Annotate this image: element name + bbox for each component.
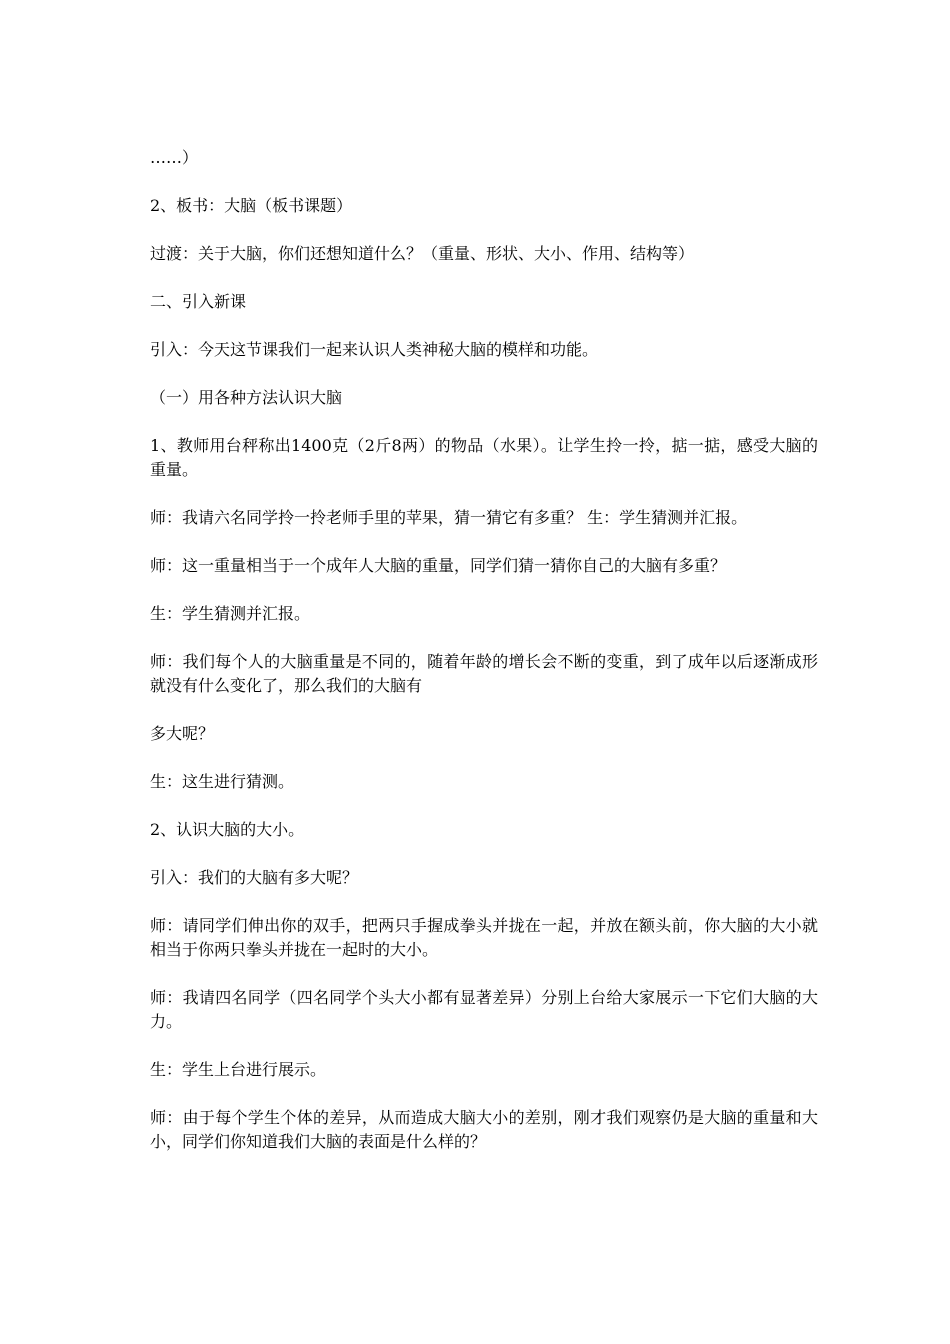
paragraph-student-report: 生：学生猜测并汇报。 [150, 604, 311, 623]
paragraph-student-demo: 生：学生上台进行展示。 [150, 1060, 327, 1079]
paragraph-size-heading: 2、认识大脑的大小。 [150, 820, 305, 839]
paragraph-teacher-guess-weight: 师：我请六名同学拎一拎老师手里的苹果，猜一猜它有多重？ 生：学生猜测并汇报。 [150, 508, 748, 527]
paragraph-blackboard-title: 2、板书：大脑（板书课题） [150, 196, 353, 215]
document-body [150, 146, 818, 1178]
paragraph-surface-question: 师：由于每个学生个体的差异，从而造成大脑大小的差别，刚才我们观察仍是大脑的重量和大小，同学们你知道我们大脑的表面是什么样的？ [150, 1108, 818, 1151]
paragraph-how-big: 多大呢？ [150, 724, 215, 743]
paragraph-introduction: 引入：今天这节课我们一起来认识人类神秘大脑的模样和功能。 [150, 340, 599, 359]
paragraph-four-students: 师：我请四名同学（四名同学个头大小都有显著差异）分别上台给大家展示一下它们大脑的大力。 [150, 988, 818, 1031]
paragraph-size-intro: 引入：我们的大脑有多大呢？ [150, 868, 359, 887]
paragraph-weight-activity: 1、教师用台秤称出1400克（2斤8两）的物品（水果）。让学生拎一拎，掂一掂，感受大脑的重量。 [150, 436, 818, 479]
paragraph-fists-activity: 师：请同学们伸出你的双手，把两只手握成拳头并拢在一起，并放在额头前，你大脑的大小就相当于你两只拳头并拢在一起时的大小。 [150, 916, 818, 959]
paragraph-teacher-weight-growth: 师：我们每个人的大脑重量是不同的，随着年龄的增长会不断的变重，到了成年以后逐渐成形就没有什么变化了，那么我们的大脑有 [150, 652, 818, 695]
paragraph-teacher-adult-brain: 师：这一重量相当于一个成年人大脑的重量，同学们猜一猜你自己的大脑有多重？ [150, 556, 727, 575]
paragraph-transition: 过渡：关于大脑，你们还想知道什么？（重量、形状、大小、作用、结构等） [150, 244, 695, 263]
subsection-heading-methods: （一）用各种方法认识大脑 [150, 388, 343, 407]
paragraph-student-guess: 生：这生进行猜测。 [150, 772, 295, 791]
paragraph-ellipsis: ……） [150, 148, 199, 167]
section-heading-new-lesson: 二、引入新课 [150, 292, 247, 311]
